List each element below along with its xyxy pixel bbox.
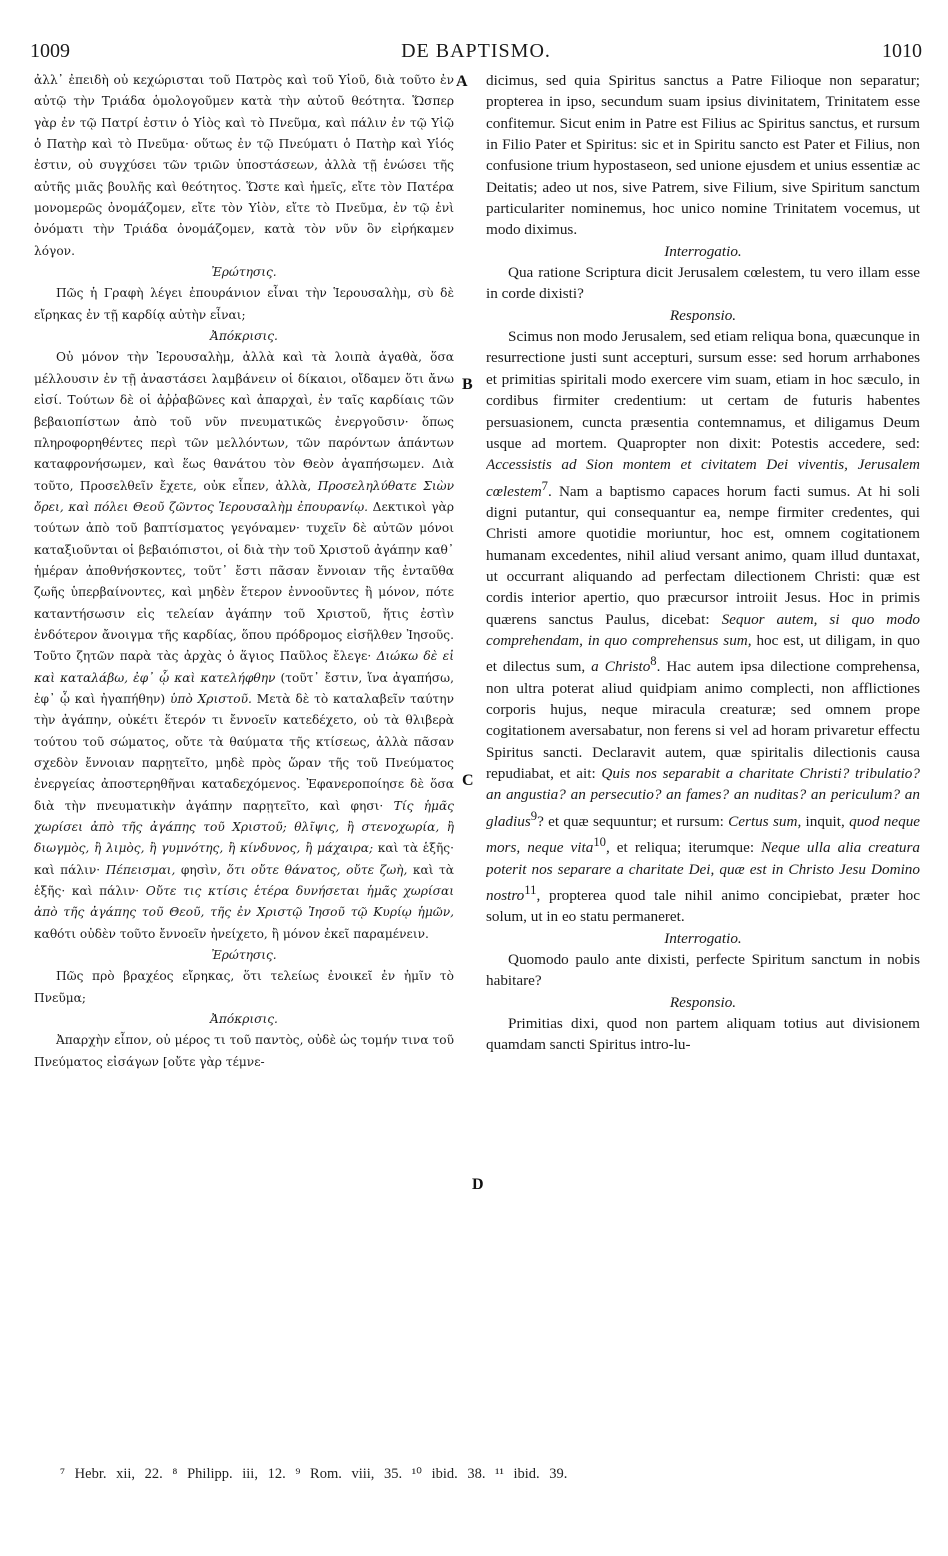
greek-answer-heading: Ἀπόκρισις. [210, 1012, 278, 1027]
footnote-ref: 10 [593, 835, 606, 850]
footnote-ref: 8 [650, 654, 657, 669]
margin-mark-c: C [462, 772, 474, 789]
latin-answer-text: hoc est, ut diligam, in quo et dilectus sum, [486, 632, 920, 676]
footnotes: ⁷ Hebr. xii, 22. ⁸ Philipp. iii, 12. ⁹ Rom. viii, 35. ¹⁰ ibid. 38. ¹¹ ibid. 39. [60, 1466, 568, 1482]
greek-answer-text: Μετὰ δὲ τὸ καταλαβεῖν ταύτην τὴν ἀγάπην, οὐκέτι ἕτερόν τι ἔννοεῖν κατεδέχετο, οὐ τὰ θλιβερὰ τούτου τοῦ σώματος, οὔτε τὰ θαύματα τῆς κτίσεως, ἀλλὰ πᾶσαν σχεδὸν ἔννοιαν παρῃτεῖτο, μηδὲ πρὸς ὥραν τῆς τοῦ Πνεύματος ἐνεργείας ἀποστερηθῆναι καταδεχόμενος. Ἐφανεροποίησε δὲ ὅσα διὰ τὴν πνευματικὴν ἀγάπην παρῃτεῖτο, καὶ φησι· [34, 691, 454, 813]
greek-column [34, 70, 454, 1430]
greek-question-heading: Ἐρώτησις. [211, 265, 277, 280]
latin-answer-heading: Responsio. [669, 306, 737, 324]
greek-answer-text: φησὶν, [180, 862, 222, 877]
greek-answer-heading: Ἀπόκρισις. [210, 329, 278, 344]
latin-question: Qua ratione Scriptura dicit Jerusalem cœlestem, tu vero illam esse in corde dixisti? [486, 264, 920, 303]
latin-question-heading: Interrogatio. [664, 242, 742, 260]
latin-column [486, 70, 920, 1430]
footnote-ref: 9 [530, 808, 538, 823]
footnote-ref: 11 [524, 882, 537, 897]
greek-answer-text: καὶ τὰ ἑξῆς· καὶ πάλιν· [34, 841, 454, 877]
running-title: DE BAPTISMO. [401, 40, 551, 62]
greek-quote: Τίς ἡμᾶς χωρίσει ἀπὸ τῆς ἀγάπης τοῦ Χριστοῦ; θλῖψις, ἢ στενοχωρία, ἢ διωγμὸς, ἢ λιμὸς, ἢ γυμνότης, ἢ κίνδυνος, ἢ μάχαιρα; [34, 798, 454, 856]
latin-answer-heading: Responsio. [669, 993, 737, 1011]
latin-answer-text: , et reliqua; iterumque: [605, 839, 755, 857]
latin-quote: quod neque mors, neque vita [486, 812, 920, 857]
greek-quote: ὅτι οὔτε θάνατος, οὔτε ζωὴ, [226, 862, 408, 877]
greek-question-heading: Ἐρώτησις. [211, 948, 277, 963]
latin-question-heading: Interrogatio. [664, 929, 742, 947]
greek-question: Πῶς πρὸ βραχέος εἴρηκας, ὅτι τελείως ἐνοικεῖ ἐν ἡμῖν τὸ Πνεῦμα; [34, 969, 454, 1005]
latin-quote: Accessistis ad Sion montem et civitatem Dei viventis, Jerusalem cœlestem [486, 456, 920, 500]
greek-answer-text: Οὐ μόνον τὴν Ἱερουσαλὴμ, ἀλλὰ καὶ τὰ λοιπὰ ἀγαθὰ, ὅσα μέλλουσιν ἐν τῇ ἀναστάσει λαμβάνειν οἱ δίκαιοι, οἴδαμεν ὅτι ἄνω εἰσί. Τούτων δὲ οἱ ἀῤῥαβῶνες καὶ ἀπαρχαὶ, ἐν ταῖς καρδίαις τῶν βεβαιοπίστων ἀπὸ τοῦ νῦν πνευματικῶς ἐνεργοῦσιν· ὅπως πληροφορηθέντες περὶ τῶν μελλόντων, τῶν παρόντων ἁπάντων καταφρονήσωμεν, καὶ ἕως θανάτου τὸν Θεὸν ἀγαπήσωμεν. Διὰ τοῦτο, Προσελθεῖν ἔχετε, οὐκ εἶπεν, ἀλλὰ, [34, 350, 454, 493]
latin-question: Quomodo paulo ante dixisti, perfecte Spiritum sanctum in nobis habitare? [486, 951, 920, 990]
latin-answer-text: inquit, [805, 812, 845, 830]
latin-quote: a Christo [591, 658, 651, 676]
latin-answer [486, 326, 920, 928]
greek-answer [34, 347, 454, 945]
greek-answer: Ἀπαρχὴν εἶπον, οὐ μέρος τι τοῦ παντὸς, οὐδὲ ὡς τομήν τινα τοῦ Πνεύματος εἰσάγων [οὔτε γὰρ τέμνε- [34, 1033, 454, 1069]
page-number-left: 1009 [30, 40, 70, 62]
footnote-ref: 7 [541, 478, 548, 493]
margin-mark-d: D [472, 1176, 484, 1193]
latin-answer-text: Scimus non modo Jerusalem, sed etiam reliqua bona, quæcunque in resurrectione justi sunt accepturi, sursum esse: sed horum arrhabones et primitias spiritali modo exercere vim suam, etiam in hoc sæculo, in cordibus firmiter credentium: ut certam de futuris habentes persuasionem, cuncta præsentia contemnamus, et diligamus Deum usque ad mortem. Quapropter non dixit: Potestis accedere, sed: [486, 328, 920, 452]
greek-answer-text: καὶ τὰ ἑξῆς· καὶ πάλιν· [34, 862, 454, 899]
latin-answer-text: , propterea quod tale nihil animo concipiebat, præter hoc solum, ut in eo statu permaneret. [486, 887, 920, 926]
page-number-right: 1010 [882, 40, 922, 62]
greek-quote: Προσεληλύθατε Σιὼν ὄρει, καὶ πόλει Θεοῦ ζῶντος Ἱερουσαλὴμ ἐπουρανίῳ. [34, 478, 454, 514]
greek-quote: Πέπεισμαι, [105, 862, 176, 877]
latin-quote: Sequor autem, si quo modo comprehendam, in quo comprehensus sum, [486, 610, 920, 649]
greek-paragraph: ἀλλ᾽ ἐπειδὴ οὐ κεχώρισται τοῦ Πατρὸς καὶ τοῦ Υἱοῦ, διὰ τοῦτο ἐν αὐτῷ τὴν Τριάδα ὁμολογοῦμεν κατὰ τὴν αὐτοῦ θεότητα. Ὥσπερ γὰρ ἐν τῷ Πατρί ἐστιν ὁ Υἱὸς καὶ τὸ Πνεῦμα, καὶ πάλιν ἐν τῷ Υἱῷ ὁ Πατὴρ καὶ τὸ Πνεῦμα· οὕτως ἐν τῷ Πνεύματι ὁ Πατὴρ καὶ Υἱός ἐστιν, οὐ συγχύσει τῶν τριῶν ὑποστάσεων, ἀλλὰ τῇ ἑνώσει τῆς αὐτῆς μιᾶς βουλῆς καὶ θεότητος. Ὥστε καὶ ἡμεῖς, εἴτε τὸν Πατέρα μονομερῶς ὀνομάζομεν, εἴτε τὸν Υἱὸν, εἴτε τὸ Πνεῦμα, ἐν τῷ ἑνὶ ὀνόματι τὴν Τριάδα ὀνομάζομεν, κατὰ τὸν νῦν ὃν εἰρήκαμεν λόγον. [34, 73, 454, 258]
margin-mark-a: A [456, 73, 468, 90]
greek-quote: Οὔτε τις κτίσις ἑτέρα δυνήσεται ἡμᾶς χωρίσαι ἀπὸ τῆς ἀγάπης τοῦ Θεοῦ, τῆς ἐν Χριστῷ Ἰησοῦ τῷ Κυρίῳ ἡμῶν, [34, 884, 454, 920]
latin-quote: Quis nos separabit a charitate Christi? tribulatio? an angustia? an persecutio? an fames? an nuditas? an periculum? an gladius [486, 765, 920, 830]
greek-answer-text: Δεκτικοὶ γὰρ τούτων ἀπὸ τοῦ βαπτίσματος γεγόναμεν· τυχεῖν δὲ αὐτῶν μόνοι καταξιοῦνται οἱ βεβαιόπιστοι, οἱ διὰ τὴν τοῦ Χριστοῦ ἀγάπην καθ᾽ ἡμέραν ἀποθνήσκοντες, τοῦτ᾽ ἔστι πᾶσαν ἔννοιαν τῆς ἐνταῦθα ζωῆς ὑπερβαίνοντες, καὶ μηδὲν ἕτερον ἐννοοῦντες ἢ μόνον, πότε καταντήσωσιν εἰς τελείαν ἀγάπην τοῦ Χριστοῦ, ἥτις ἐστὶν ἐνδότερον ἄνοιγμα τῆς καρδίας, ὅπου πρόδρομος εἰσῆλθεν Ἰησοῦς. Τοῦτο ζητῶν παρὰ τὰς ἀρχὰς ὁ ἅγιος Παῦλος ἔλεγε· [34, 499, 454, 664]
latin-answer-text: . Nam a baptismo capaces horum facti sumus. At hi soli digni putantur, qui consequantur ea, nempe firmiter credentes, qui Christi amore quotidie moriuntur, hoc est, omnem cogitationem humanam excedentes, nihil aliud versant animo, quam illud duntaxat, ut occurrant aliquando ad perfectam dilectionem Christi: quæ est cordis interior apertio, quo præcursor introiit Jesus. Hoc in primis quærens sanctus Paulus, dicebat: [486, 482, 920, 628]
latin-paragraph: dicimus, sed quia Spiritus sanctus a Patre Filioque non separatur; propterea in ipso, secundum suam ipsius divinitatem, Trinitatem esse confitemur. Sicut enim in Patre est Filius ac Spiritus sanctus, et rursum in Filio Pater et Spiritus: sic et in Spiritu sancto est Pater et Filius, non confusione trium hypostaseon, sed unione ejusdem et unius essentiæ ac Deitatis; adeo ut nos, sive Patrem, sive Filium, sive Spiritum sanctum particulariter nominemus, hoc unico nomine Trinitatem vocemus, ut modo diximus. [486, 72, 920, 239]
greek-quote: Διώκω δὲ εἰ καὶ καταλάβω, ἐφ᾽ ᾧ καὶ κατελήφθην [34, 649, 454, 685]
greek-answer-text: (τοῦτ᾽ ἔστιν, ἵνα ἀγαπήσω, ἐφ᾽ ᾧ καὶ ἠγαπήθην) [34, 670, 454, 706]
latin-answer: Primitias dixi, quod non partem aliquam totius aut divisionem quamdam sancti Spiritus intro-lu- [486, 1015, 920, 1054]
latin-quote: Neque ulla alia creatura poterit nos separare a charitate Dei, quæ est in Christo Jesu Domino nostro [486, 839, 920, 905]
latin-quote: Certus sum, [728, 812, 802, 830]
greek-answer-text: καθότι οὐδὲν τοῦτο ἔννοεῖν ἠνείχετο, ἢ μόνον ἐκεῖ παραμένειν. [34, 926, 429, 941]
latin-answer-text: ? et quæ sequuntur; et rursum: [537, 812, 724, 830]
margin-mark-b: B [462, 376, 473, 393]
page-header [30, 40, 922, 66]
greek-quote: ὑπὸ Χριστοῦ. [170, 691, 252, 706]
latin-answer-text: . Hac autem ipsa dilectione comprehensa, non ultra poterat aliud quidpiam animo complecti, non afflictiones corporis hujus, neque miracula creaturæ; sed omnem prope cogitationem aversabatur, non ferens si vel ad horam privaretur effectu Spiritus sancti. Declaravit autem, quæ spiritalis dilectionis causa repudiabat, et ait: [486, 658, 920, 783]
greek-question: Πῶς ἡ Γραφὴ λέγει ἐπουράνιον εἶναι τὴν Ἱερουσαλὴμ, σὺ δὲ εἴρηκας ἐν τῇ καρδίᾳ αὐτὴν εἶναι; [34, 286, 454, 322]
